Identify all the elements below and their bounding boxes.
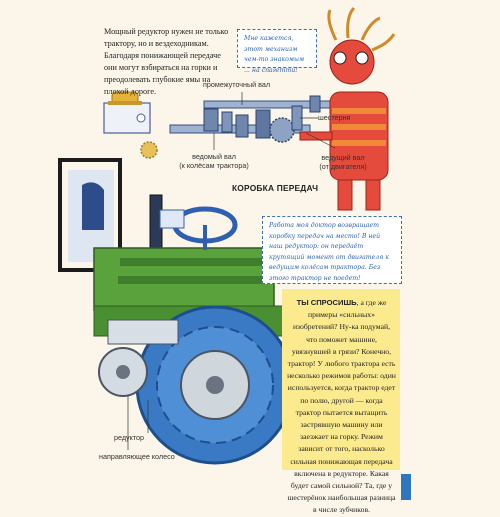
speech-bubble-middle: Работа моя доктор возвращает коробку передач на место! В ней наш редуктор: он передаёт крутящий момент от двигателя к ведущим колёсам трактора. Без этого трактор не поедет!: [262, 216, 402, 284]
gearbox-title: КОРОБКА ПЕРЕДАЧ: [232, 183, 319, 193]
reducer-sketch: [104, 92, 157, 158]
label-driven-shaft-line1: ведомый вал: [192, 152, 236, 161]
label-driven-shaft: [178, 152, 250, 170]
label-drive-shaft: [314, 153, 372, 171]
label-gear: шестерня: [318, 113, 351, 122]
intro-paragraph: Мощный редуктор нужен не только трактору, но и вездеходникам. Благодаря понижающей передаче они могут взбираться на горки и преодолевать глубокие ямы на плохой дороге.: [104, 27, 229, 96]
label-intermediate-shaft: промежуточный вал: [203, 80, 271, 89]
sidebar-body: , а где же примеры «сильных» изобретений? Ну-ка подумай, что поможет машине, увязнувшей в грязи? Конечно, трактор! У любого трактора есть несколько режимов работы: один используется, когда трактор едет по полю, другой — когда трактор пытается вытащить застрявшую машину или заезжает на горку. Режим зависит от того, насколько сильная понижающая передача включена в редукторе. Какая будет самой сильной? Та, где у шестерёнок наибольшая разница в числе зубчиков.: [287, 298, 396, 515]
speech-bubble-top: Мне кажется, этот механизм чем-то знакомым ... на спагетти!: [237, 29, 317, 68]
label-reducer: редуктор: [114, 433, 145, 442]
steering-wheel-drawing: [160, 209, 235, 250]
label-drive-shaft-line1: ведущий вал: [321, 153, 365, 162]
tractor-drawing: [60, 160, 293, 463]
label-guide-wheel: направляющее колесо: [99, 452, 175, 461]
sidebar-text: [287, 297, 396, 517]
sidebar-lead: ТЫ СПРОСИШЬ: [296, 298, 357, 307]
page-edge-tab: [401, 474, 411, 500]
label-driven-shaft-line2: (к колёсам трактора): [179, 161, 249, 170]
label-drive-shaft-line2: (от двигателя): [319, 162, 367, 171]
